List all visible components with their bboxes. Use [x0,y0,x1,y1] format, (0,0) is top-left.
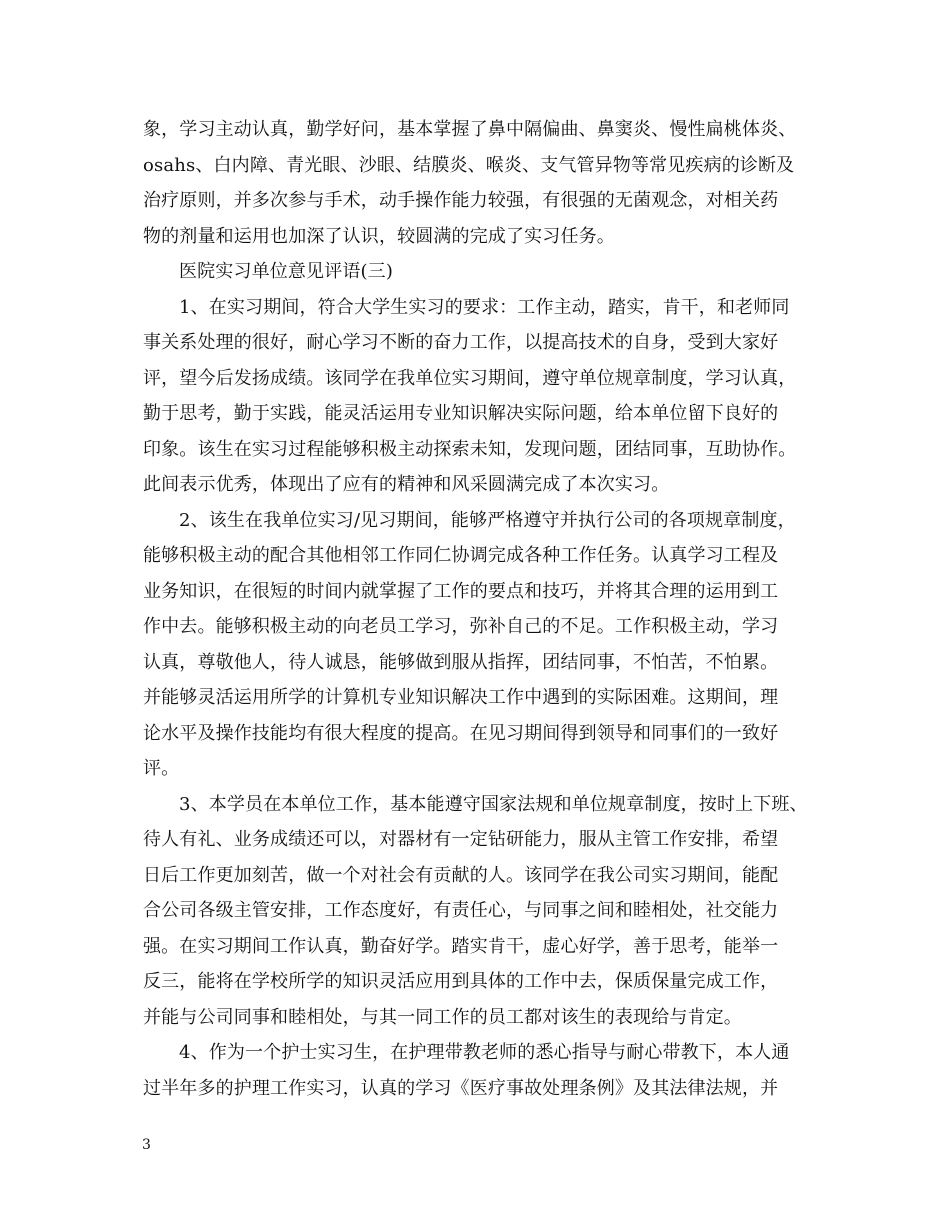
text-line: 事关系处理的很好，耐心学习不断的奋力工作，以提高技术的自身，受到大家好 [143,332,779,353]
text-line: 1、在实习期间，符合大学生实习的要求：工作主动，踏实，肯干，和老师同 [179,296,790,318]
text-line: 论水平及操作技能均有很大程度的提高。在见习期间得到领导和同事们的一致好 [143,722,779,744]
text-line: 治疗原则，并多次参与手术，动手操作能力较强，有很强的无菌观念，对相关药 [143,190,779,211]
text-line: 2、该生在我单位实习/见习期间，能够严格遵守并执行公司的各项规章制度， [179,509,796,531]
text-line: 勤于思考，勤于实践，能灵活运用专业知识解决实际问题，给本单位留下良好的 [143,403,779,424]
text-line: 待人有礼、业务成绩还可以，对器材有一定钻研能力，服从主管工作安排，希望 [143,829,779,850]
text-line: 认真，尊敬他人，待人诚恳，能够做到服从指挥，团结同事，不怕苦，不怕累。 [143,651,779,673]
text-line: 业务知识，在很短的时间内就掌握了工作的要点和技巧，并将其合理的运用到工 [143,580,779,602]
text-line: 医院实习单位意见评语(三) [179,261,393,282]
text-line: osahs、白内障、青光眼、沙眼、结膜炎、喉炎、支气管异物等常见疾病的诊断及 [143,154,795,176]
text-line: 过半年多的护理工作实习，认真的学习《医疗事故处理条例》及其法律法规，并 [143,1077,779,1099]
text-line: 此间表示优秀，体现出了应有的精神和风采圆满完成了本次实习。 [143,474,670,495]
text-line: 作中去。能够积极主动的向老员工学习，弥补自己的不足。工作积极主动，学习 [143,616,779,637]
text-line: 评，望今后发扬成绩。该同学在我单位实习期间，遵守单位规章制度，学习认真， [143,367,797,389]
text-line: 物的剂量和运用也加深了认识，较圆满的完成了实习任务。 [143,225,615,247]
text-line: 象，学习主动认真，勤学好问，基本掌握了鼻中隔偏曲、鼻窦炎、慢性扁桃体炎、 [143,119,797,140]
page-number: 3 [142,1137,151,1153]
text-line: 合公司各级主管安排，工作态度好，有责任心，与同事之间和睦相处，社交能力 [143,900,779,921]
text-line: 印象。该生在实习过程能够积极主动探索未知，发现问题，团结同事，互助协作。 [143,438,797,460]
text-line: 4、作为一个护士实习生，在护理带教老师的悉心指导与耐心带教下，本人通 [179,1042,790,1063]
text-line: 日后工作更加刻苦，做一个对社会有贡献的人。该同学在我公司实习期间，能配 [143,864,779,886]
text-line: 并能够灵活运用所学的计算机专业知识解决工作中遇到的实际困难。这期间，理 [143,687,779,708]
text-line: 反三，能将在学校所学的知识灵活应用到具体的工作中去，保质保量完成工作， [143,971,779,992]
text-line: 强。在实习期间工作认真，勤奋好学。踏实肯干，虚心好学，善于思考，能举一 [143,935,779,957]
text-line: 能够积极主动的配合其他相邻工作同仁协调完成各种工作任务。认真学习工程及 [143,545,779,566]
text-line: 3、本学员在本单位工作，基本能遵守国家法规和单位规章制度，按时上下班、 [179,793,808,815]
body-text [143,112,823,1106]
text-line: 评。 [143,758,180,779]
text-line: 并能与公司同事和睦相处，与其一同工作的员工都对该生的表现给与肯定。 [143,1006,742,1028]
